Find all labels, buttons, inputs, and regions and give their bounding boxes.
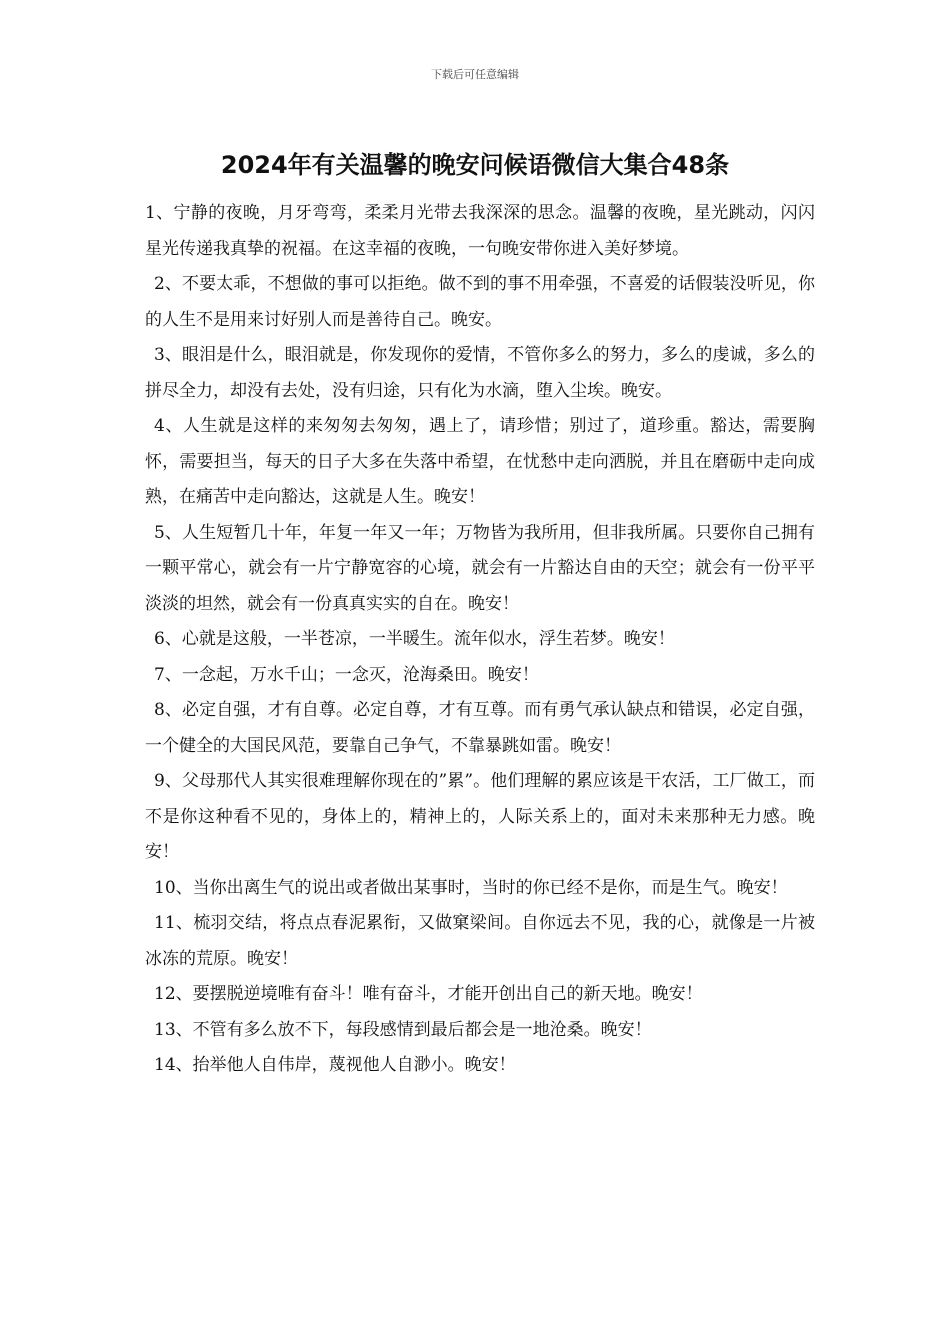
- paragraph-12: 12、要摆脱逆境唯有奋斗！唯有奋斗，才能开创出自己的新天地。晚安！: [154, 984, 703, 1004]
- document-title: 2024年有关温馨的晚安问候语微信大集合48条: [220, 151, 730, 179]
- paragraph-13: 13、不管有多么放不下，每段感情到最后都会是一地沧桑。晚安！: [154, 1019, 652, 1040]
- header-note: 下载后可任意编辑: [431, 68, 519, 81]
- paragraph-5: 5、人生短暂几十年，年复一年又一年；万物皆为我所用，但非我所属。只要你自己拥有一颗平常心，就会有一片宁静宽容的心境，就会有一片豁达自由的天空；就会有一份平平淡淡的坦然，就会有一份真真实实的自在。晚安！: [145, 522, 815, 614]
- document-body: [145, 196, 815, 1084]
- paragraph-10: 10、当你出离生气的说出或者做出某事时，当时的你已经不是你，而是生气。晚安！: [154, 877, 788, 898]
- paragraph-4: 4、人生就是这样的来匆匆去匆匆，遇上了，请珍惜；别过了，道珍重。豁达，需要胸怀，需要担当，每天的日子大多在失落中希望，在忧愁中走向洒脱，并且在磨砺中走向成熟，在痛苦中走向豁达，这就是人生。晚安！: [145, 416, 815, 507]
- paragraph-6: 6、心就是这般，一半苍凉，一半暖生。流年似水，浮生若梦。晚安！: [154, 629, 675, 649]
- paragraph-11: 11、梳羽交结，将点点春泥累衔，又做窠梁间。自你远去不见，我的心，就像是一片被冰冻的荒原。晚安！: [145, 913, 815, 969]
- paragraph-2: 2、不要太乖，不想做的事可以拒绝。做不到的事不用牵强，不喜爱的话假装没听见，你的人生不是用来讨好别人而是善待自己。晚安。: [145, 274, 815, 330]
- paragraph-3: 3、眼泪是什么，眼泪就是，你发现你的爱情，不管你多么的努力，多么的虔诚，多么的拼尽全力，却没有去处，没有归途，只有化为水滴，堕入尘埃。晚安。: [145, 345, 815, 401]
- paragraph-8: 8、必定自强，才有自尊。必定自尊，才有互尊。而有勇气承认缺点和错误，必定自强，一个健全的大国民风范，要靠自己争气，不靠暴跳如雷。晚安！: [145, 700, 815, 756]
- paragraph-1: 1、宁静的夜晚，月牙弯弯，柔柔月光带去我深深的思念。温馨的夜晚，星光跳动，闪闪星光传递我真挚的祝福。在这幸福的夜晚，一句晚安带你进入美好梦境。: [145, 203, 815, 259]
- paragraph-7: 7、一念起，万水千山；一念灭，沧海桑田。晚安！: [154, 664, 539, 685]
- paragraph-9: 9、父母那代人其实很难理解你现在的”累”。他们理解的累应该是干农活，工厂做工，而不是你这种看不见的，身体上的，精神上的，人际关系上的，面对未来那种无力感。晚安！: [145, 771, 815, 862]
- paragraph-14: 14、抬举他人自伟岸，蔑视他人自渺小。晚安！: [154, 1055, 516, 1075]
